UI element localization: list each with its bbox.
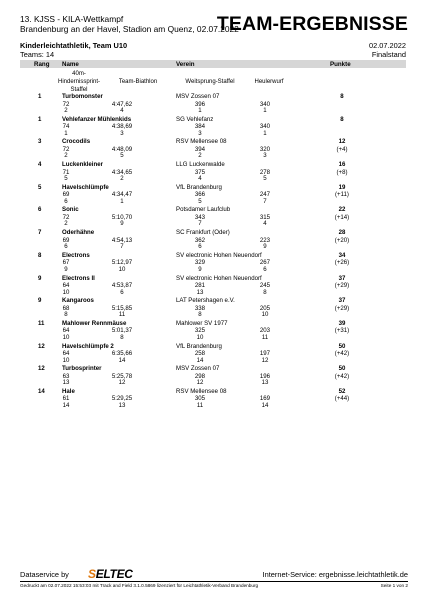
print-info-row	[20, 583, 408, 588]
points-difference: (+8)	[336, 168, 348, 176]
event-place: 8	[263, 288, 267, 296]
event-value: 4:34,47	[111, 191, 133, 199]
event-value: 72	[62, 145, 70, 153]
rank: 6	[38, 206, 42, 214]
event-value: 4:54,13	[111, 236, 133, 244]
club-name: SV electronic Hohen Neuendorf	[176, 251, 262, 259]
club-name: SG Vehlefanz	[176, 115, 214, 123]
event-value: 72	[62, 100, 70, 108]
points-difference: (+14)	[334, 213, 350, 221]
event-value: 5:15,85	[111, 304, 133, 312]
team-name: Turbomonster	[62, 93, 103, 100]
event-value: 71	[62, 168, 70, 176]
event-header-2: Team-Biathlon	[118, 79, 158, 85]
points-difference: (+29)	[334, 304, 350, 312]
dataservice-label: Dataservice by	[20, 570, 69, 579]
total-points: 28	[338, 229, 346, 237]
event-place: 6	[120, 288, 124, 296]
event-value: 169	[259, 395, 271, 403]
team-entry	[20, 251, 406, 274]
team-name: Havelschlümpfe	[62, 183, 109, 191]
rank: 11	[38, 319, 45, 327]
rank: 9	[38, 274, 42, 282]
event-value: 247	[259, 191, 271, 199]
total-points: 37	[338, 274, 346, 282]
competition-name: Kinderleichtathletik, Team U10	[20, 41, 128, 50]
event-place: 10	[196, 333, 204, 341]
total-points: 37	[338, 297, 346, 305]
col-club: Verein	[176, 60, 195, 68]
event-value: 197	[259, 350, 271, 358]
event-place: 2	[64, 152, 68, 160]
event-place: 9	[120, 220, 124, 228]
event-value: 343	[194, 213, 206, 221]
event-place: 7	[198, 220, 202, 228]
event-value: 305	[194, 395, 206, 403]
document-title: TEAM-ERGEBNISSE	[216, 13, 408, 35]
club-name: Potsdamer Laufclub	[176, 206, 231, 214]
event-value: 362	[194, 236, 206, 244]
rank: 14	[38, 387, 45, 395]
event-place: 13	[261, 379, 269, 387]
event-value: 4:47,62	[111, 100, 133, 108]
seltec-logo-mark: S	[88, 567, 96, 581]
rank: 4	[38, 161, 42, 169]
event-place: 8	[198, 311, 202, 319]
event-value: 340	[259, 100, 271, 108]
footer-divider	[20, 581, 408, 582]
team-name: Turbosprinter	[62, 365, 102, 373]
points-difference: (+20)	[334, 236, 350, 244]
event-place: 1	[263, 129, 267, 137]
event-place: 2	[64, 220, 68, 228]
event-place: 1	[198, 107, 202, 114]
rank: 7	[38, 229, 42, 237]
club-name: MSV Zossen 07	[176, 365, 220, 373]
points-difference: (+26)	[334, 259, 350, 267]
rank: 1	[38, 93, 42, 100]
event-value: 245	[259, 282, 271, 289]
event-place: 10	[62, 288, 70, 296]
event-place: 11	[196, 401, 204, 409]
club-name: SV electronic Hohen Neuendorf	[176, 274, 262, 282]
event-value: 72	[62, 213, 70, 221]
event-value: 196	[259, 372, 271, 380]
rank: 12	[38, 342, 45, 350]
event-value: 69	[62, 191, 70, 199]
competition-date: 02.07.2022	[369, 41, 406, 50]
rank: 12	[38, 365, 45, 373]
event-place: 6	[64, 243, 68, 251]
event-value: 338	[194, 304, 206, 312]
club-name: VfL Brandenburg	[176, 342, 222, 350]
event-value: 63	[62, 372, 70, 380]
event-place: 1	[120, 197, 124, 205]
club-name: Mahlower SV 1977	[176, 319, 228, 327]
event-place: 12	[261, 356, 269, 364]
team-entry	[20, 183, 406, 206]
total-points: 16	[338, 161, 346, 169]
total-points: 19	[338, 183, 346, 191]
team-entry	[20, 160, 406, 183]
event-value: 205	[259, 304, 271, 312]
event-value: 384	[194, 123, 206, 131]
event-place: 8	[64, 311, 68, 319]
event-value: 64	[62, 282, 70, 289]
event-value: 366	[194, 191, 206, 199]
team-name: Vehlefanzer Mühlenkids	[62, 115, 132, 123]
event-value: 68	[62, 304, 70, 312]
event-place: 9	[64, 265, 68, 273]
competition-row	[20, 41, 406, 50]
event-place: 5	[198, 197, 202, 205]
total-points: 8	[340, 115, 344, 123]
event-value: 64	[62, 327, 70, 335]
total-points: 22	[338, 206, 346, 214]
club-name: LAT Petershagen e.V.	[176, 297, 235, 305]
event-value: 325	[194, 327, 206, 335]
team-entry	[20, 342, 406, 365]
event-value: 5:25,78	[111, 372, 133, 380]
event-place: 8	[120, 333, 124, 341]
rank: 5	[38, 183, 42, 191]
rank: 9	[38, 297, 42, 305]
event-value: 329	[194, 259, 206, 267]
event-value: 203	[259, 327, 271, 335]
club-name: SC Frankfurt (Oder)	[176, 229, 230, 237]
event-place: 2	[64, 107, 68, 114]
event-value: 4:38,69	[111, 123, 133, 131]
event-place: 10	[261, 311, 269, 319]
event-value: 4:34,65	[111, 168, 133, 176]
seltec-logo-text: ELTEC	[95, 567, 133, 581]
points-difference: (+42)	[334, 350, 350, 358]
event-value: 258	[194, 350, 206, 358]
event-place: 2	[198, 152, 202, 160]
team-entry	[20, 92, 406, 115]
team-name: Electrons II	[62, 274, 95, 282]
event-value: 223	[259, 236, 271, 244]
teams-count: Teams: 14	[20, 50, 55, 59]
event-value: 74	[62, 123, 70, 131]
event-title: 13. KJSS - KILA-Wettkampf	[20, 14, 124, 24]
event-place: 4	[263, 220, 267, 228]
team-name: Kangaroos	[62, 297, 94, 305]
event-value: 396	[194, 100, 206, 108]
total-points: 39	[338, 319, 346, 327]
event-place: 13	[118, 401, 126, 409]
event-value: 6:35,66	[111, 350, 133, 358]
event-value: 4:48,09	[111, 145, 133, 153]
event-place: 13	[62, 379, 70, 387]
team-name: Hale	[62, 387, 75, 395]
results-list	[20, 92, 406, 410]
print-info: Gedruckt am 02.07.2022 15:53:03 mit Track and Field 3.1.0.5869 lizenziert für Leichtathletik-Verband Brandenburg	[20, 583, 259, 588]
event-place: 12	[196, 379, 204, 387]
team-name: Sonic	[62, 206, 79, 214]
col-points: Punkte	[330, 60, 351, 68]
event-value: 298	[194, 372, 206, 380]
event-place: 7	[120, 243, 124, 251]
teams-row	[20, 50, 406, 59]
club-name: LLG Luckenwalde	[176, 161, 225, 169]
event-value: 61	[62, 395, 70, 403]
event-value: 320	[259, 145, 271, 153]
total-points: 34	[338, 251, 346, 259]
event-place: 4	[120, 107, 124, 114]
total-points: 50	[338, 365, 346, 373]
team-entry	[20, 115, 406, 138]
event-value: 315	[259, 213, 271, 221]
points-difference: (+11)	[335, 191, 349, 199]
club-name: RSV Mellensee 08	[176, 387, 227, 395]
points-difference: (+44)	[334, 395, 350, 403]
team-name: Electrons	[62, 251, 90, 259]
event-value: 67	[62, 259, 70, 267]
venue-line: Brandenburg an der Havel, Stadion am Quenz, 02.07.2022	[20, 24, 239, 34]
event-value: 5:29,25	[111, 395, 133, 403]
event-place: 1	[263, 107, 267, 114]
club-name: VfL Brandenburg	[176, 183, 222, 191]
column-header-bar	[20, 60, 406, 68]
col-name: Name	[62, 60, 79, 68]
event-place: 7	[263, 197, 267, 205]
event-place: 3	[120, 129, 124, 137]
team-name: Crocodils	[62, 138, 91, 146]
result-status: Finalstand	[371, 50, 406, 59]
club-name: RSV Mellensee 08	[176, 138, 227, 146]
event-place: 3	[263, 152, 267, 160]
rank: 3	[38, 138, 42, 146]
event-place: 14	[261, 401, 269, 409]
event-place: 11	[118, 311, 126, 319]
event-place: 6	[198, 243, 202, 251]
event-place: 5	[263, 175, 267, 183]
team-name: Luckenkleiner	[62, 161, 103, 169]
event-value: 340	[259, 123, 271, 131]
event-place: 2	[120, 175, 124, 183]
document-header	[20, 14, 408, 44]
event-value: 64	[62, 350, 70, 358]
event-value: 394	[194, 145, 206, 153]
team-entry	[20, 387, 406, 410]
event-value: 5:10,70	[111, 213, 133, 221]
rank: 8	[38, 251, 42, 259]
event-value: 5:12,97	[111, 259, 133, 267]
event-place: 10	[118, 265, 126, 273]
event-place: 14	[62, 401, 70, 409]
event-value: 281	[194, 282, 206, 289]
team-entry	[20, 296, 406, 319]
page-number: Seite 1 von 2	[380, 583, 408, 588]
event-value: 5:01,37	[111, 327, 133, 335]
team-entry	[20, 319, 406, 342]
col-rank: Rang	[34, 60, 50, 68]
event-header-1: 40m-Hindernissprint-Staffel	[57, 71, 100, 93]
event-place: 1	[64, 129, 68, 137]
team-name: Mahlower Rennmäuse	[62, 319, 127, 327]
event-place: 14	[118, 356, 126, 364]
event-place: 10	[62, 333, 70, 341]
event-place: 5	[64, 175, 68, 183]
event-place: 4	[198, 175, 202, 183]
team-entry	[20, 137, 406, 160]
event-place: 13	[196, 288, 204, 296]
event-header-3: Weitsprung-Staffel	[185, 79, 235, 85]
points-difference: (+4)	[336, 145, 348, 153]
team-entry	[20, 274, 406, 297]
event-value: 267	[259, 259, 271, 267]
event-value: 278	[259, 168, 271, 176]
event-value: 375	[194, 168, 206, 176]
event-place: 3	[198, 129, 202, 137]
event-value: 4:53,87	[111, 282, 133, 289]
event-place: 14	[196, 356, 204, 364]
team-entry	[20, 364, 406, 387]
total-points: 52	[338, 387, 346, 395]
club-name: MSV Zossen 07	[176, 93, 220, 100]
seltec-logo	[88, 567, 133, 581]
points-difference: (+42)	[334, 372, 350, 380]
event-place: 9	[198, 265, 202, 273]
team-name: Oderhähne	[62, 229, 95, 237]
rank: 1	[38, 115, 42, 123]
event-place: 6	[263, 265, 267, 273]
event-place: 9	[263, 243, 267, 251]
points-difference: (+31)	[334, 327, 350, 335]
internet-service-link[interactable]: Internet-Service: ergebnisse.leichtathletik.de	[262, 570, 408, 579]
event-place: 6	[64, 197, 68, 205]
event-place: 11	[261, 333, 269, 341]
team-entry	[20, 205, 406, 228]
event-value: 69	[62, 236, 70, 244]
total-points: 50	[338, 342, 346, 350]
total-points: 8	[340, 93, 344, 100]
total-points: 12	[338, 138, 346, 146]
team-name: Havelschlümpfe 2	[62, 342, 114, 350]
team-entry	[20, 228, 406, 251]
points-difference: (+29)	[334, 282, 350, 289]
event-place: 12	[118, 379, 126, 387]
event-place: 10	[62, 356, 70, 364]
event-header-4: Heulerwurf	[254, 79, 284, 85]
event-place: 5	[120, 152, 124, 160]
